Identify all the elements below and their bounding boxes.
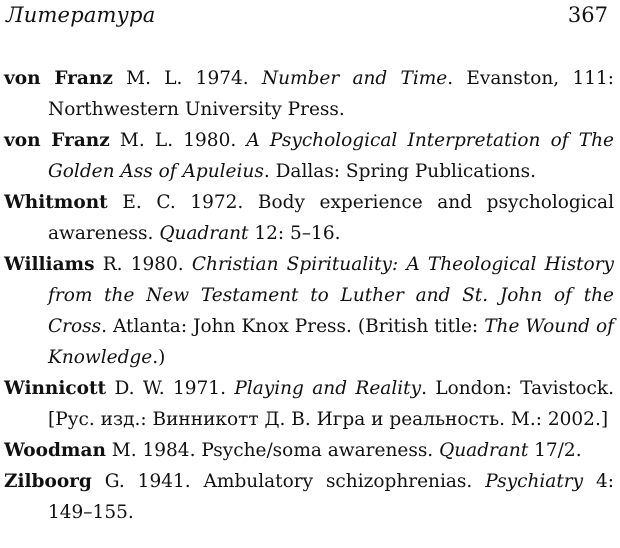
reference-author: Zilboorg (4, 471, 92, 492)
reference-entry (4, 249, 614, 373)
reference-volume: 17/2. (528, 440, 582, 461)
reference-publisher: . Atlanta: John Knox Press. (British title: (101, 316, 485, 337)
reference-details: M. L. 1980. (109, 130, 247, 151)
reference-journal: Quadrant (159, 223, 249, 244)
reference-author: von Franz (4, 68, 113, 89)
reference-entry (4, 373, 614, 435)
reference-journal: Psychiatry (485, 471, 584, 492)
reference-author: Whitmont (4, 192, 108, 213)
page-header (0, 0, 620, 40)
reference-alt-title: The Wound of Knowledge (48, 316, 614, 368)
reference-title: Number and Time (261, 68, 448, 89)
reference-author: Williams (4, 254, 95, 275)
reference-publisher: . Evanston, 111: Northwestern University Press. (48, 68, 614, 120)
reference-entry (4, 187, 614, 249)
page-number: 367 (567, 3, 608, 27)
reference-title: A Psychological Interpretation of The Golden Ass of Apuleius (48, 130, 614, 182)
reference-entry (4, 435, 614, 466)
reference-volume: 12: 5–16. (248, 223, 341, 244)
reference-details: M. 1984. Psyche/soma awareness. (105, 440, 440, 461)
reference-title: Christian Spirituality: A Theological History from the New Testament to Luther and St. John of the Cross (48, 254, 614, 337)
reference-author: von Franz (4, 130, 110, 151)
reference-journal: Quadrant (439, 440, 529, 461)
reference-volume: 4: 149–155. (48, 471, 614, 523)
running-head: Литература (6, 3, 156, 27)
reference-details: R. 1980. (94, 254, 192, 275)
reference-details: E. C. 1972. Body experience and psychological awareness. (48, 192, 614, 244)
reference-list (4, 63, 614, 528)
reference-details: G. 1941. Ambulatory schizophrenias. (91, 471, 486, 492)
reference-title: Playing and Reality (234, 378, 422, 399)
reference-details: M. L. 1974. (112, 68, 262, 89)
reference-entry (4, 125, 614, 187)
reference-author: Winnicott (4, 378, 107, 399)
reference-details: D. W. 1971. (106, 378, 235, 399)
reference-entry (4, 63, 614, 125)
reference-closing: .) (152, 347, 166, 368)
reference-publisher: . London: Tavistock. [Рус. изд.: Винникотт Д. В. Игра и реальность. М.: 2002.] (48, 378, 615, 430)
reference-publisher: . Dallas: Spring Publications. (263, 161, 537, 182)
reference-entry (4, 466, 614, 528)
reference-author: Woodman (4, 440, 106, 461)
